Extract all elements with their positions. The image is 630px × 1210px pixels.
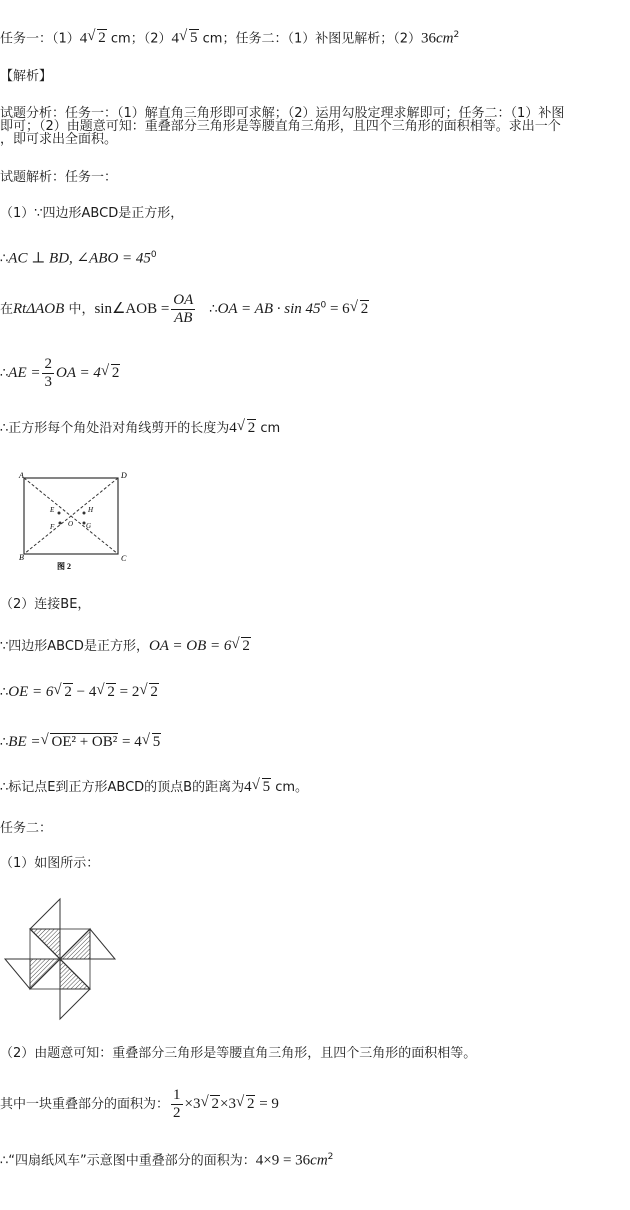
label-a: A [19, 471, 24, 480]
answer-label: 任务一：（1） [0, 31, 80, 47]
fraction-oa-ab: $\frac{OA}{AB}$ [173, 292, 194, 326]
step-1-4: ∴AE = $\frac{2}{3}$ OA = 4√ 2 [0, 356, 120, 391]
task-2-step-3: 其中一块重叠部分的面积为： $\frac{1}{2}$ ×3√ 2×3√ 2 = 9 [0, 1087, 279, 1122]
answer-sep-2: cm；任务二：（1）补图见解析；（2） [198, 31, 421, 47]
answer-sep-1: cm；（2） [106, 31, 172, 47]
analysis-line-1: 试题分析：任务一：（1）解直角三角形即可求解；（2）运用勾股定理求解即可；任务二：（1）补图 [0, 106, 565, 121]
task-2-step-2: （2）由题意可知：重叠部分三角形是等腰直角三角形，且四个三角形的面积相等。 [0, 1046, 477, 1061]
point-f [59, 522, 62, 525]
step-2-4: ∴BE =√ OE² + OB² = 4√ 5 [0, 734, 161, 751]
step-1-2: ∴AC ⊥ BD, ∠ABO = $45^0$ [0, 250, 157, 267]
step-1-3: 在RtΔAOB 中，sin∠AOB = $\frac{OA}{AB}$ ∴OA = AB · $\sin 45^0 = 6√$ 2 [0, 292, 369, 327]
step-1-5: ∴正方形每个角处沿对角线剪开的长度为4√ 2 cm [0, 420, 280, 437]
step-1-1: （1）∵四边形ABCD是正方形， [0, 206, 184, 221]
figure-caption: 图 2 [57, 562, 71, 571]
analysis-line-3: ，即可求出全面积。 [0, 132, 118, 147]
step-2-3: ∴OE = 6√ 2 − 4√ 2 = 2√ 2 [0, 684, 159, 701]
answer-1-sqrt: √ 2 [88, 30, 107, 46]
answer-1-coef: 4 [79, 30, 88, 47]
answer-summary [0, 27, 459, 47]
answer-3-exp: 2 [453, 30, 460, 40]
task-2-heading: 任务二： [0, 821, 53, 836]
label-o: O [68, 520, 74, 528]
analysis-line-2: 即可；（2）由题意可知：重叠部分三角形是等腰直角三角形，且四个三角形的面积相等。求出一个 [0, 119, 561, 134]
answer-2-coef: 4 [171, 30, 179, 47]
label-e: E [50, 506, 55, 514]
step-2-2: ∵四边形ABCD是正方形，OA = OB = 6√ 2 [0, 638, 251, 655]
label-d: D [121, 471, 127, 480]
label-c: C [121, 554, 127, 563]
solution-intro: 试题解析：任务一： [0, 170, 118, 185]
answer-3-value: 36 [421, 30, 436, 47]
point-e [58, 512, 61, 515]
point-h [83, 512, 86, 515]
figure-2-square [10, 470, 130, 574]
label-f: F [50, 523, 55, 531]
step-2-1: （2）连接BE， [0, 597, 91, 612]
answer-2-sqrt: √ 5 [180, 30, 199, 46]
answer-3-unit: cm [436, 30, 454, 47]
label-h: H [88, 506, 94, 514]
pinwheel-figure [0, 894, 120, 1024]
task-2-step-1: （1）如图所示： [0, 856, 100, 871]
fraction-2-3: $\frac{2}{3}$ [44, 356, 52, 390]
label-b: B [19, 553, 24, 562]
task-2-step-4: ∴“四扇纸风车”示意图中重叠部分的面积为：$4\times 9 = 36cm^2$ [0, 1152, 334, 1169]
label-g: G [86, 522, 92, 530]
analysis-heading: 【解析】 [0, 69, 53, 84]
step-2-5: ∴标记点E到正方形ABCD的顶点B的距离为4√ 5 cm。 [0, 779, 308, 796]
